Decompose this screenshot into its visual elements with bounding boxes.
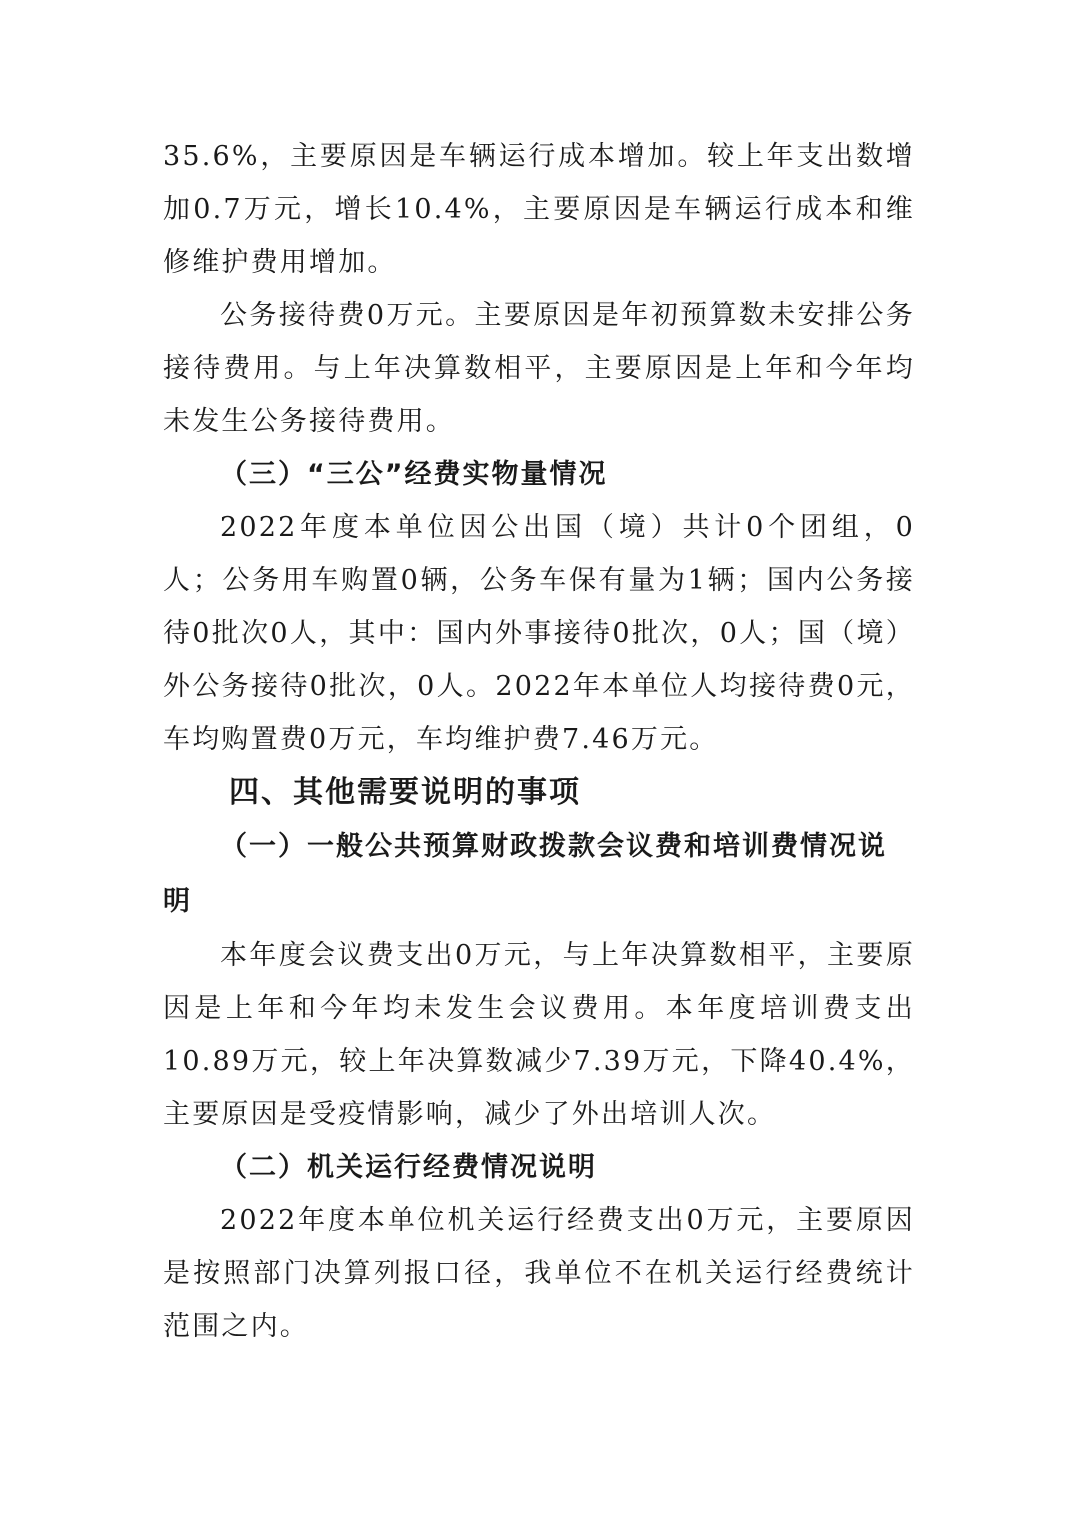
paragraph-agency-operating: 2022年度本单位机关运行经费支出0万元，主要原因是按照部门决算列报口径，我单位不在机关运行经费统计范围之内。 bbox=[163, 1205, 915, 1342]
heading-san-gong-quantity: （三）“三公”经费实物量情况 bbox=[220, 459, 608, 490]
paragraph-vehicle-cost: 35.6%，主要原因是车辆运行成本增加。较上年支出数增加0.7万元，增长10.4%，主要原因是车辆运行成本和维修维护费用增加。 bbox=[163, 141, 915, 278]
document-page bbox=[163, 130, 915, 1353]
paragraph-meeting-training: 本年度会议费支出0万元，与上年决算数相平，主要原因是上年和今年均未发生会议费用。本年度培训费支出10.89万元，较上年决算数减少7.39万元，下降40.4%，主要原因是受疫情影响，减少了外出培训人次。 bbox=[163, 940, 915, 1130]
heading-agency-operating: （二）机关运行经费情况说明 bbox=[220, 1152, 597, 1183]
paragraph-san-gong-quantity: 2022年度本单位因公出国（境）共计0个团组，0人；公务用车购置0辆，公务车保有量为1辆；国内公务接待0批次0人，其中：国内外事接待0批次，0人；国（境）外公务接待0批次，0人。2022年本单位人均接待费0元，车均购置费0万元，车均维护费7.46万元。 bbox=[163, 512, 915, 755]
heading-other-matters: 四、其他需要说明的事项 bbox=[229, 775, 581, 810]
heading-meeting-training: （一）一般公共预算财政拨款会议费和培训费情况说明 bbox=[163, 831, 887, 917]
paragraph-reception-cost: 公务接待费0万元。主要原因是年初预算数未安排公务接待费用。与上年决算数相平，主要原因是上年和今年均未发生公务接待费用。 bbox=[163, 300, 915, 437]
